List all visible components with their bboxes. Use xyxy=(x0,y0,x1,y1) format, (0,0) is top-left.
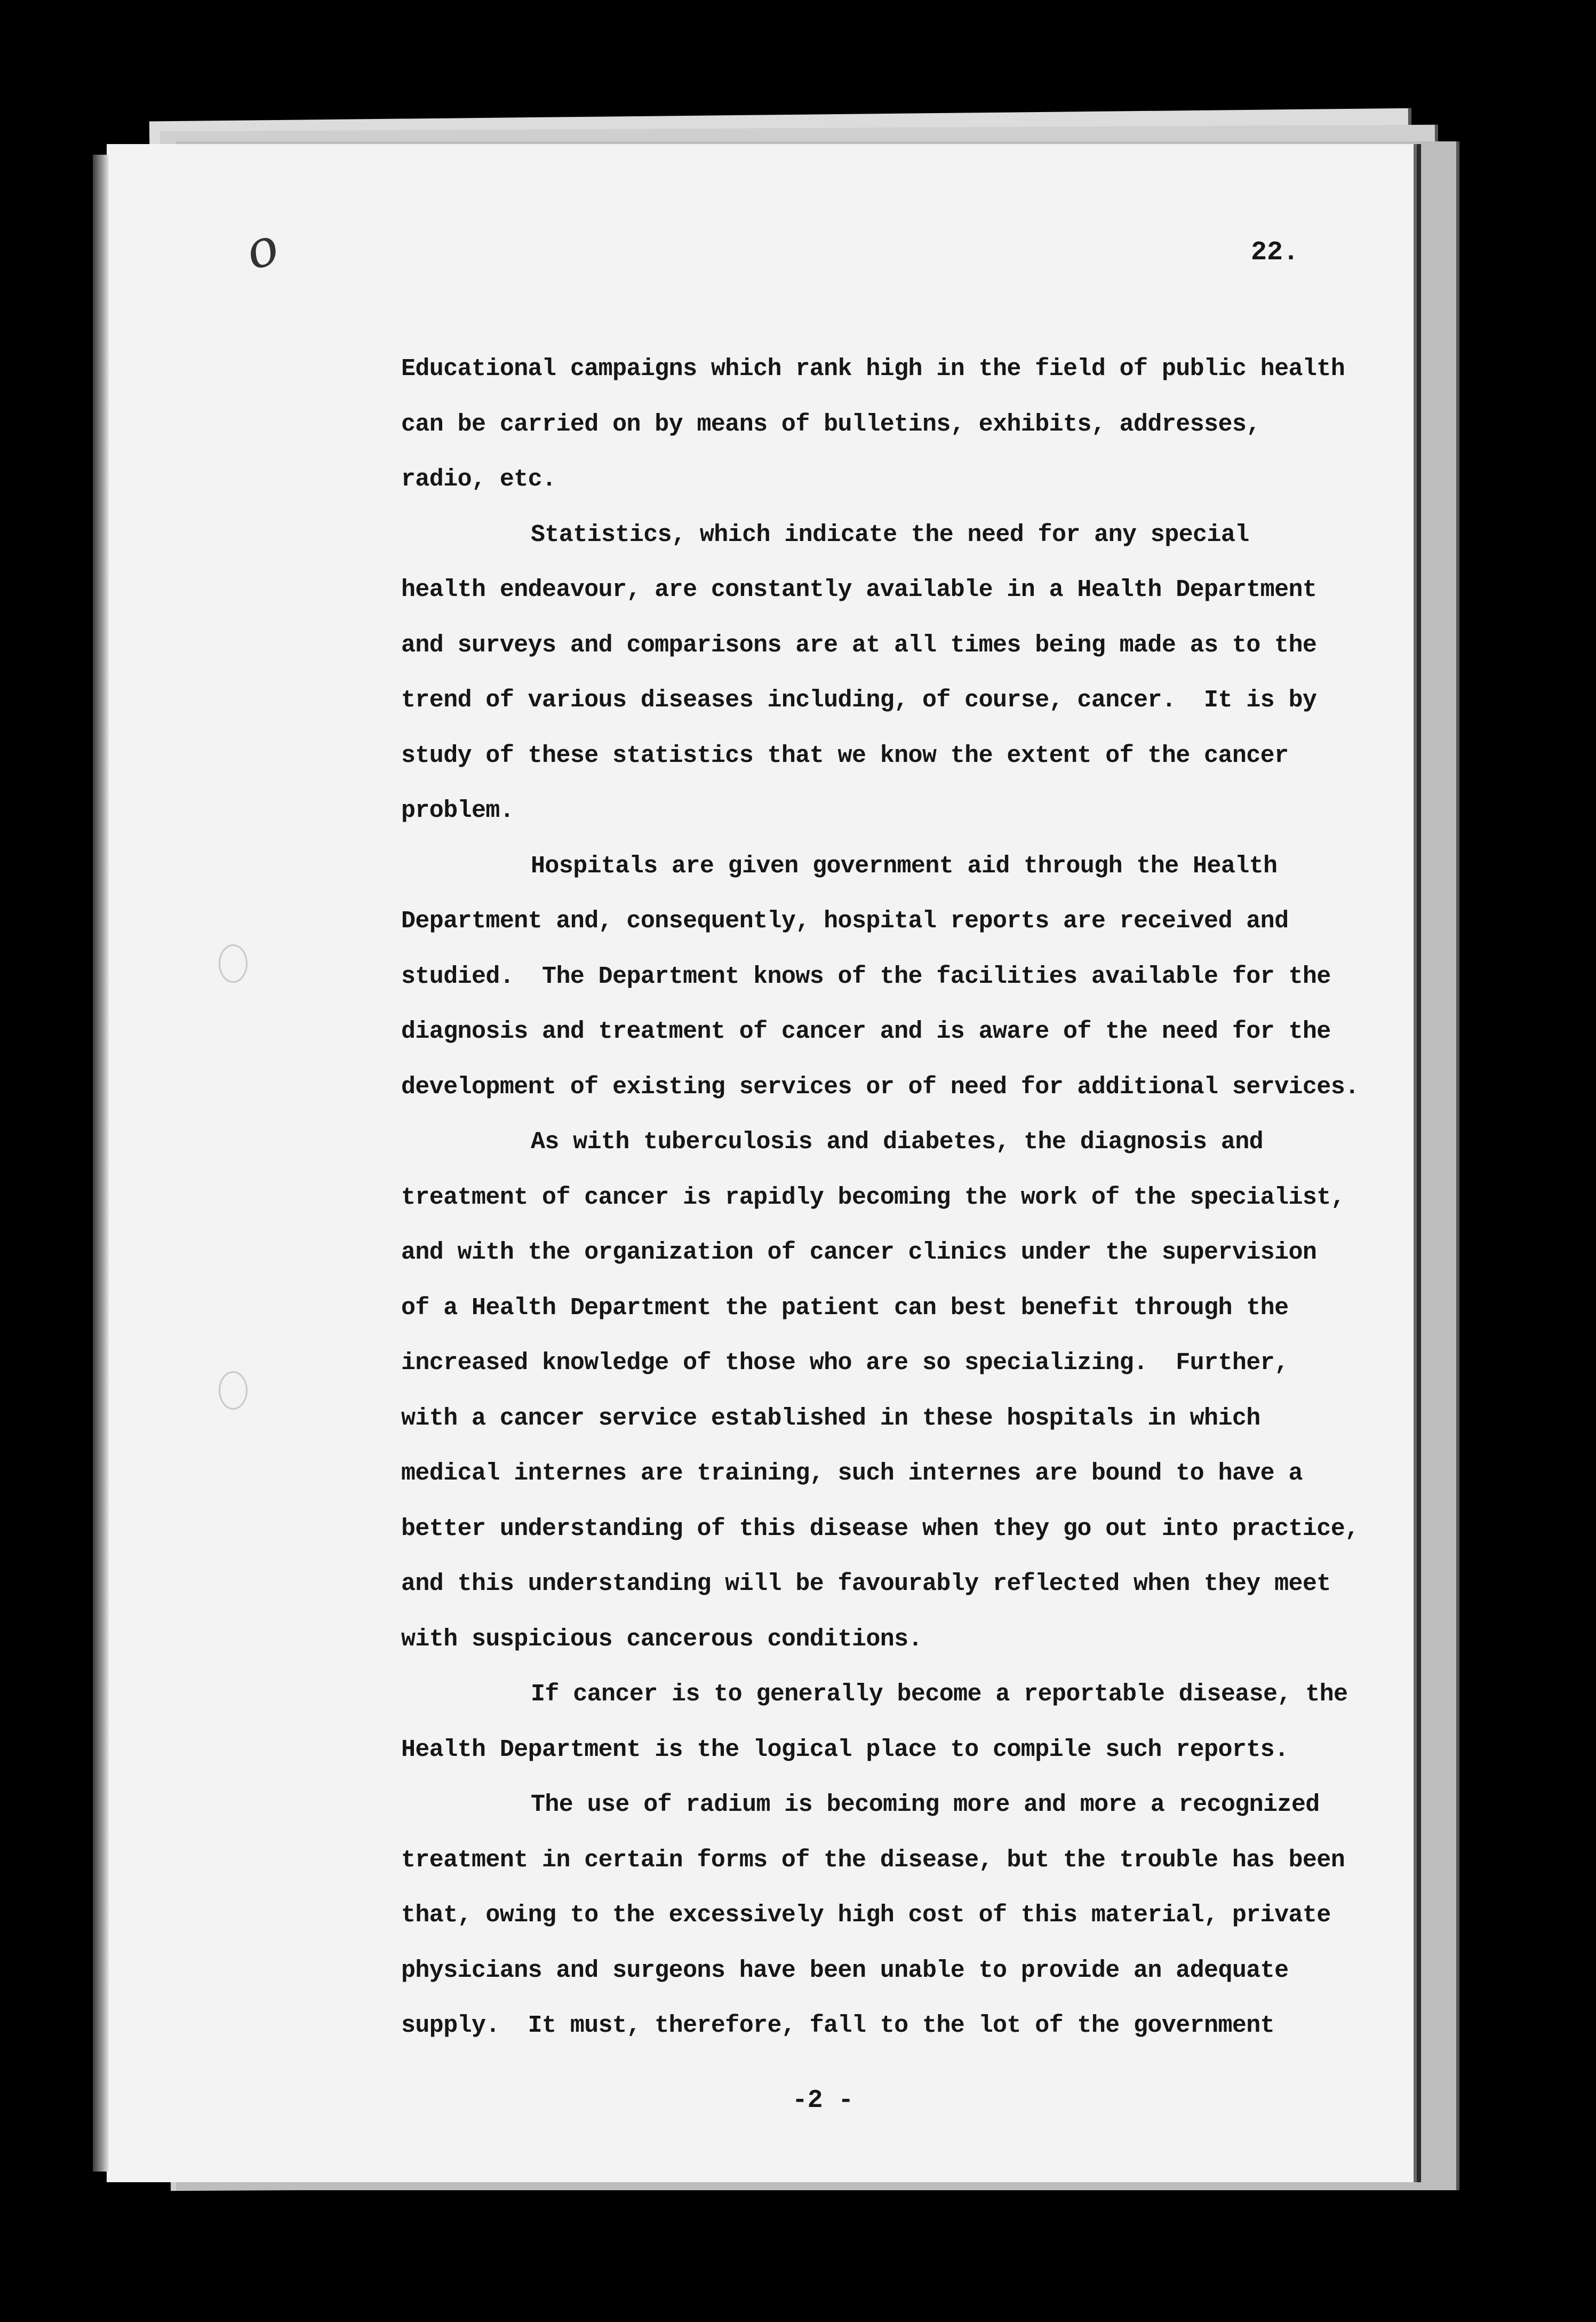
text-line: that, owing to the excessively high cost of this material, private xyxy=(401,1902,1331,1929)
text-line: increased knowledge of those who are so specializing. Further, xyxy=(401,1349,1289,1377)
punch-hole xyxy=(219,1371,248,1410)
text-line: radio, etc. xyxy=(401,466,556,493)
text-line: development of existing services or of need for additional services. xyxy=(401,1073,1359,1101)
body-text xyxy=(401,341,1372,2054)
text-line: medical internes are training, such internes are bound to have a xyxy=(401,1460,1303,1487)
punch-hole xyxy=(219,944,248,983)
text-line: As with tuberculosis and diabetes, the diagnosis and xyxy=(531,1128,1264,1156)
text-line: physicians and surgeons have been unable to provide an adequate xyxy=(401,1957,1289,1984)
text-line: diagnosis and treatment of cancer and is aware of the need for the xyxy=(401,1018,1331,1045)
text-line: with suspicious cancerous conditions. xyxy=(401,1625,922,1653)
text-line: problem. xyxy=(401,797,514,824)
text-line: and surveys and comparisons are at all times being made as to the xyxy=(401,631,1317,659)
text-line: of a Health Department the patient can best benefit through the xyxy=(401,1294,1289,1322)
text-line: with a cancer service established in these hospitals in which xyxy=(401,1404,1260,1432)
text-line: Department and, consequently, hospital reports are received and xyxy=(401,908,1289,935)
text-line: study of these statistics that we know the extent of the cancer xyxy=(401,742,1289,769)
text-line: Statistics, which indicate the need for any special xyxy=(531,521,1249,548)
text-line: Educational campaigns which rank high in the field of public health xyxy=(401,355,1345,383)
footer-page-number: -2 - xyxy=(792,2086,854,2115)
text-line: trend of various diseases including, of course, cancer. It is by xyxy=(401,687,1317,714)
text-line: and this understanding will be favourably reflected when they meet xyxy=(401,1570,1331,1597)
text-line: Hospitals are given government aid through the Health xyxy=(531,852,1278,880)
text-line: better understanding of this disease when they go out into practice, xyxy=(401,1515,1359,1542)
text-line: Health Department is the logical place to compile such reports. xyxy=(401,1736,1289,1763)
page-number: 22. xyxy=(1251,237,1299,268)
text-line: can be carried on by means of bulletins, exhibits, addresses, xyxy=(401,410,1260,438)
document-page xyxy=(107,144,1414,2182)
handwritten-margin-mark: o xyxy=(238,215,286,282)
text-line: treatment of cancer is rapidly becoming the work of the specialist, xyxy=(401,1183,1345,1211)
text-line: and with the organization of cancer clinics under the supervision xyxy=(401,1239,1317,1266)
page-binding-edge xyxy=(93,155,109,2172)
text-line: studied. The Department knows of the facilities available for the xyxy=(401,963,1331,990)
text-line: If cancer is to generally become a reportable disease, the xyxy=(531,1681,1348,1708)
text-line: supply. It must, therefore, fall to the lot of the government xyxy=(401,2012,1275,2039)
text-line: health endeavour, are constantly available in a Health Department xyxy=(401,576,1317,603)
text-line: treatment in certain forms of the disease, but the trouble has been xyxy=(401,1846,1345,1874)
text-line: The use of radium is becoming more and more a recognized xyxy=(531,1791,1320,1818)
